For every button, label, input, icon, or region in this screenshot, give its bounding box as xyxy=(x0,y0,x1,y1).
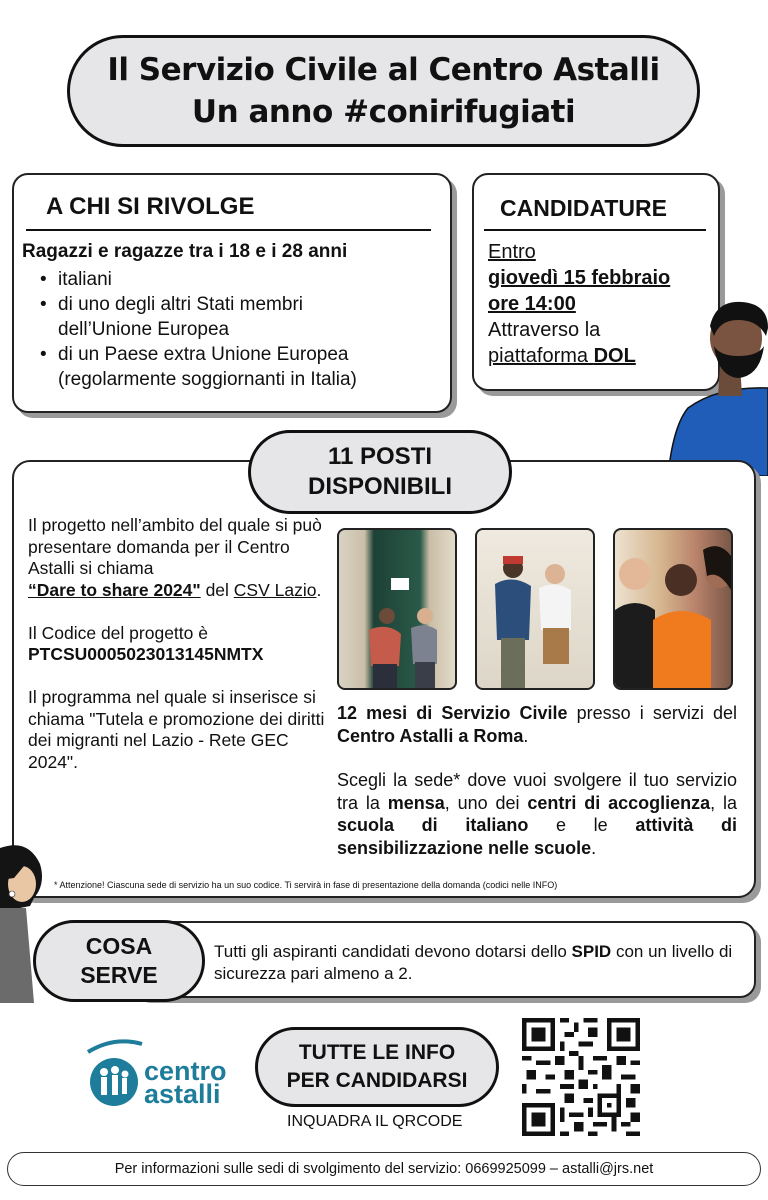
candidature-platform[interactable] xyxy=(488,343,670,369)
target-item: • di uno degli altri Stati membri dell’Unione Europea xyxy=(38,292,368,342)
title-line-2: Un anno #conirifugiati xyxy=(191,94,576,130)
title-line-1: Il Servizio Civile al Centro Astalli xyxy=(107,52,660,88)
service-centri: centri di accoglienza xyxy=(527,792,711,813)
candidature-time: ore 14:00 xyxy=(488,293,576,315)
cosa-text-a: Tutti gli aspiranti candidati devono dotarsi dello xyxy=(214,942,572,961)
project-code: PTCSU0005023013145NMTX xyxy=(28,644,264,664)
target-divider xyxy=(26,229,431,231)
service-paragraph-2 xyxy=(337,769,737,859)
candidature-body xyxy=(488,239,670,369)
project-paragraph-1 xyxy=(28,515,328,601)
service-text-e: , la xyxy=(710,792,737,813)
cosa-text-c: con un livello di sicurezza pari almeno a 2. xyxy=(214,942,733,983)
man-illustration xyxy=(668,296,768,476)
service-paragraph-1 xyxy=(337,702,737,747)
qr-label: INQUADRA IL QRCODE xyxy=(287,1113,463,1130)
cosa-line-1: COSA xyxy=(85,933,153,959)
requirements-text xyxy=(214,941,734,985)
service-text-i: . xyxy=(591,837,597,858)
service-duration: 12 mesi di Servizio Civile xyxy=(337,703,568,723)
centro-astalli-logo xyxy=(84,1036,244,1108)
qr-code-icon[interactable] xyxy=(522,1018,640,1136)
project-del: del xyxy=(200,579,234,600)
target-item: • italiani xyxy=(38,267,438,292)
service-end: . xyxy=(523,725,529,746)
service-text-c: , uno dei xyxy=(444,792,528,813)
candidature-heading: CANDIDATURE xyxy=(500,195,667,221)
target-list xyxy=(38,267,438,392)
project-intro: Il progetto nell’ambito del quale si può presentare domanda per il Centro Astalli si chiama xyxy=(28,515,322,578)
candidature-divider xyxy=(484,229,706,231)
target-intro: Ragazzi e ragazze tra i 18 e i 28 anni xyxy=(22,241,348,262)
info-badge xyxy=(255,1027,499,1107)
logo-text-2: astalli xyxy=(144,1079,221,1109)
contact-footer: Per informazioni sulle sedi di svolgimento del servizio: 0669925099 – astalli@jrs.net xyxy=(7,1152,761,1186)
cosa-line-2: SERVE xyxy=(80,962,158,988)
service-text-a: Scegli la sede* dove vuoi svolgere il tuo servizio tra la xyxy=(337,770,737,813)
footnote: * Attenzione! Ciascuna sede di servizio ha un suo codice. Ti servirà in fase di presentazione della domanda (codici nelle INFO) xyxy=(54,880,558,890)
posti-badge xyxy=(248,430,512,514)
photo-doorway xyxy=(337,528,457,690)
service-location: Centro Astalli a Roma xyxy=(337,725,524,746)
logo-text-1: centro xyxy=(144,1056,227,1086)
project-name: “Dare to share 2024" xyxy=(28,579,201,600)
service-attivita: attività di sensibilizzazione nelle scuole xyxy=(337,815,737,858)
info-line-1: TUTTE LE INFO xyxy=(298,1041,456,1064)
project-end: . xyxy=(316,579,322,600)
posti-line-2: DISPONIBILI xyxy=(307,473,452,500)
service-mid: presso i servizi del xyxy=(567,703,737,723)
project-org-link[interactable]: CSV Lazio xyxy=(233,579,317,600)
target-heading: A CHI SI RIVOLGE xyxy=(46,193,255,220)
target-card xyxy=(12,173,452,413)
service-mensa: mensa xyxy=(387,792,445,813)
service-text-g: e le xyxy=(528,815,636,835)
project-paragraph-2 xyxy=(28,623,328,666)
photo-group xyxy=(613,528,733,690)
title-banner xyxy=(67,35,700,147)
requirements-badge xyxy=(33,920,205,1002)
posti-line-1: 11 POSTI xyxy=(327,443,433,470)
project-code-label: Il Codice del progetto è xyxy=(28,622,208,643)
platform-name: DOL xyxy=(593,345,636,367)
logo-mark-icon xyxy=(84,1036,144,1108)
project-paragraph-3: Il programma nel quale si inserisce si chiama "Tutela e promozione dei diritti dei migranti nel Lazio - Rete GEC 2024". xyxy=(28,687,325,772)
platform-prefix: piattaforma xyxy=(488,345,594,367)
service-scuola: scuola di italiano xyxy=(337,815,529,835)
info-line-2: PER CANDIDARSI xyxy=(286,1069,468,1092)
candidature-via: Attraverso la xyxy=(488,319,601,341)
candidature-date: giovedì 15 febbraio xyxy=(488,267,671,289)
project-description xyxy=(28,515,328,795)
service-description xyxy=(337,702,737,881)
target-item: • di un Paese extra Unione Europea (regolarmente soggiornanti in Italia) xyxy=(38,342,438,392)
candidature-entro: Entro xyxy=(488,241,536,263)
cosa-spid: SPID xyxy=(571,942,612,961)
photo-two-men xyxy=(475,528,595,690)
